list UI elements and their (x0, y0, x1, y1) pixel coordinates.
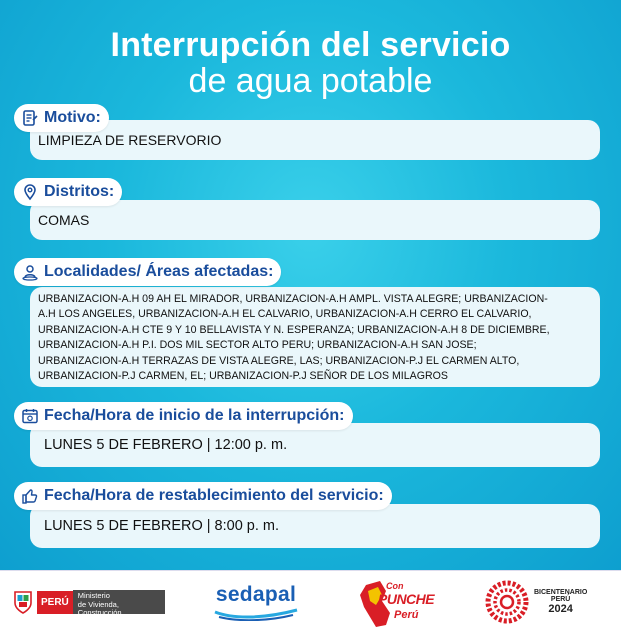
title-line-2: de agua potable (188, 62, 433, 100)
localidades-line: URBANIZACION-A.H P.I. DOS MIL SECTOR ALTO PERU; URBANIZACION-A.H SAN JOSE; (38, 339, 477, 352)
sedapal-wave-icon (213, 607, 299, 621)
location-pin-icon (20, 182, 40, 202)
motivo-label-tag (14, 104, 109, 132)
restablecimiento-label-tag (14, 482, 392, 510)
peru-badge: PERÚ (37, 591, 73, 614)
sedapal-logo (210, 583, 302, 626)
restablecimiento-box (30, 504, 600, 548)
localidades-label: Localidades/ Áreas afectadas: (44, 263, 274, 280)
restablecimiento-label: Fecha/Hora de restablecimiento del servicio: (44, 487, 384, 504)
motivo-box (30, 120, 600, 160)
bicentenario-logo (484, 579, 587, 625)
distritos-label-tag (14, 178, 122, 206)
ministerio-line-2: de Vivienda, Construcción (77, 599, 122, 617)
title-line-1: Interrupción del servicio (110, 26, 511, 64)
motivo-label: Motivo: (44, 109, 101, 126)
document-icon (20, 108, 40, 128)
campaign-top: Con (386, 581, 404, 591)
campaign-main: PUNCHE (378, 591, 435, 607)
distritos-label: Distritos: (44, 183, 115, 200)
localidades-line: URBANIZACION-P.J CARMEN, EL; URBANIZACION-P.J SEÑOR DE LOS MILAGROS (38, 370, 448, 383)
localidades-line: URBANIZACION-A.H 09 AH EL MIRADOR, URBANIZACION-A.H AMPL. VISTA ALEGRE; URBANIZACION- (38, 293, 548, 305)
person-location-icon (20, 262, 40, 282)
distritos-box (30, 200, 600, 240)
motivo-value: LIMPIEZA DE RESERVORIO (38, 132, 222, 148)
localidades-line: URBANIZACION-A.H CTE 9 Y 10 BELLAVISTA Y N. ESPERANZA; URBANIZACION-A.H 8 DE DICIEMBRE, (38, 323, 550, 336)
bicentenario-line-2: PERÚ (550, 596, 571, 603)
restablecimiento-value: LUNES 5 DE FEBRERO | 8:00 p. m. (44, 518, 280, 534)
inicio-value: LUNES 5 DE FEBRERO | 12:00 p. m. (44, 437, 288, 453)
bicentenario-emblem-icon (484, 579, 530, 625)
bicentenario-text (534, 589, 587, 615)
inicio-label: Fecha/Hora de inicio de la interrupción: (44, 407, 345, 424)
localidades-label-tag (14, 258, 281, 286)
localidades-line: A.H LOS ANGELES, URBANIZACION-A.H EL CALVARIO, URBANIZACION-A.H CERRO EL CALVARIO, (38, 308, 532, 321)
distritos-value: COMAS (38, 212, 90, 228)
logo-footer (0, 570, 621, 636)
ministerio-line-3: y Saneamiento (77, 616, 128, 626)
calendar-icon (20, 406, 40, 426)
bicentenario-line-3: 2024 (548, 603, 573, 615)
bicentenario-line-1: BICENTENARIO (534, 589, 588, 596)
peru-shield-icon (12, 589, 34, 615)
campaign-bottom: Perú (394, 609, 419, 621)
ministerio-text-block (73, 590, 165, 626)
con-punche-peru-logo (356, 577, 435, 631)
localidades-line: URBANIZACION-A.H TERRAZAS DE VISTA ALEGRE, LAS; URBANIZACION-P.J EL CARMEN ALTO, (38, 354, 520, 367)
sedapal-wordmark: sedapal (215, 583, 297, 606)
inicio-label-tag (14, 402, 353, 430)
ministerio-line-1: Ministerio (77, 591, 110, 600)
thumbs-up-icon (20, 486, 40, 506)
localidades-box (30, 287, 600, 387)
ministerio-logo (12, 589, 165, 626)
